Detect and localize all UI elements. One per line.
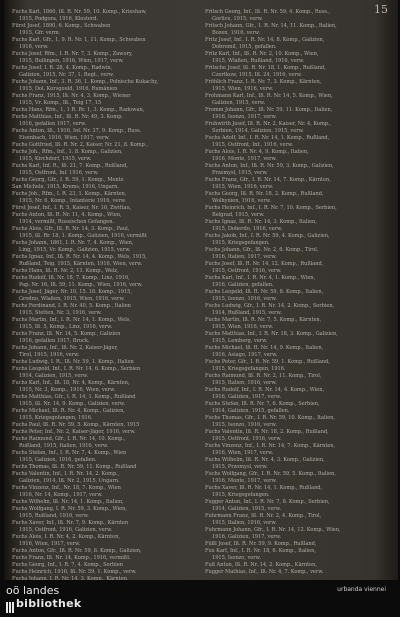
entry-line: Serbien, 1914, Galizien, 1915, verw. xyxy=(212,128,304,134)
entry-line: Fux Karl, Inf., I. R. Nr. 18, 6. Komp., Italien, xyxy=(205,548,316,554)
entry-line: 1916, verw. xyxy=(19,44,49,50)
entry-line: Fuchs Ferdinand, I. R. Nr. 40, 5. Komp., Italien xyxy=(12,303,131,309)
entry-line: Gorlice, 1915, verw. xyxy=(212,16,263,22)
entry-line: Fuchs Martin, Iß. R. Nr. 7, 5. Komp., Kärnten, xyxy=(205,317,322,323)
entry-line: Fuchs Xaver, Iß. R. Nr. 14, 1. Komp., Rußland, xyxy=(205,485,323,491)
entry-line: Galizien, 1914, Iß. Nr. 2, 1915, Ungarn. xyxy=(19,478,120,484)
entry-line: 1915, Kriegsgefangen. xyxy=(212,240,270,246)
entry-line: 1915, Wien, 1916, verw. xyxy=(212,184,274,190)
entry-line: Fuhrmann Johann, Gfr., I. R. Nr. 14, 12. Komp., Wien, xyxy=(205,527,341,533)
entry-line: Eisenbach, 1916, Wien, 1917, verw. xyxy=(19,135,110,141)
entry-line: 1914, Galizien, 1915, verw. xyxy=(19,373,88,379)
entry-line: Fuchs Gottfried, Iß. R. Nr. 2, Kaiser, Nr. 21, 8. Komp., xyxy=(12,142,148,148)
logo-text-bottom: bibliothek xyxy=(16,597,82,610)
entry-line: Füßl Josef, Iß. R. Nr. 59, 9. Komp., Rußland, xyxy=(205,541,317,547)
entry-line: Fuchs Johann, Gfr., Iß. Nr. 2, 6. Komp., Tirol, xyxy=(205,247,319,253)
entry-line: Fuchs Karl, 1860, Iß. R. Nr. 59, 10. Komp., Krieshaw, xyxy=(12,9,147,15)
scanned-page xyxy=(4,0,398,580)
entry-line: Rußland, Teig. 1915, Kärnten, 1916, Wien, verw. xyxy=(19,261,143,267)
entry-line: Fuchs Franz, Gfr., I. R. Nr. 14, 7. Komp., Kärnten, xyxy=(205,177,331,183)
entry-line: Galizien, 1915, Nr. 37, 1. Regt., verw. xyxy=(19,72,114,78)
entry-line: Fuchs Valentin, Inf., I. R. Nr. 14, 2. Komp., xyxy=(12,471,120,477)
entry-line: 1915, Doberdo, 1916, verw. xyxy=(212,226,283,232)
entry-line: Fuchs Peter, Inf., Nr. 2, Kaiser-Jäger, 1916, verw. xyxy=(12,429,136,435)
footer-bar xyxy=(0,580,400,614)
entry-line: 1915, Przemysl, verw. xyxy=(212,464,268,470)
entry-line: 1916, Galizien, 1917, verw. xyxy=(212,534,281,540)
entry-line: 1914, vermißt, Russischen Gefangen. xyxy=(19,219,115,225)
entry-line: 1915, Ostfront, 1916, Galizien, verw. xyxy=(19,527,113,533)
entry-line: Fuchs Franz, Iß. Nr. 14, Komp., 1916, vermißt. xyxy=(12,555,131,561)
entry-line: Frohmann Karl, Inf., Iß. R. Nr. 14, 5. Komp., Wien, xyxy=(205,93,333,99)
entry-line: 1915, Wlaßen, Rußland, 1916, verw. xyxy=(212,58,305,64)
entry-line: Fuchs Leopold, Inf., I. R. Nr. 14, 6. Komp., Serbien xyxy=(12,366,141,372)
entry-line: Tirol, 1915, 1916, verw. xyxy=(19,352,80,358)
entry-line: Fuchs Peter, Gfr., I. R. Nr. 59, 1. Komp., Rußland, xyxy=(205,359,330,365)
entry-line: Fuchs Ludwig, Gfr., I. R. Nr. 14, 2. Komp., Serbien, xyxy=(205,303,335,309)
entry-line: 1915, Bullingen, 1916, Wien, 1917, verw. xyxy=(19,58,124,64)
entry-line: Fuchs Anton, Inf., Iß. R. Nr. 59, 3. Komp., Galizien, xyxy=(205,163,334,169)
entry-line: Rußland, 1915, Italien, 1916, verw. xyxy=(19,443,109,449)
entry-line: San Michele, 1915, Krems, 1916, Ungarn. xyxy=(12,184,119,190)
entry-line: Fuchs Stefan, Iß. R. Nr. 7, 6. Komp., Serbien, xyxy=(205,401,320,407)
entry-line: Fuchs Michael, Iß. R. Nr. 14, 9. Komp., Italien, xyxy=(205,345,324,351)
entry-line: Dobromil, 1915, gefallen. xyxy=(212,44,277,50)
entry-line: 1916, Monte, 1917, verw. xyxy=(212,156,277,162)
entry-line: 1916, Galizien, 1917, verw. xyxy=(212,394,281,400)
entry-line: Fuchs Anton, Iß. R. Nr. 11, 4. Komp., Wien, xyxy=(12,212,122,218)
entry-line: 1916, Asiago, 1917, verw. xyxy=(212,352,278,358)
entry-line: Fuchs Ludwig, I. R., Iß. Nr. 59, 1. Komp., Italien xyxy=(12,359,134,365)
entry-line: Fuchs Wolfgang, I. R. Nr. 59, 3. Komp., Wien, xyxy=(12,506,127,512)
entry-line: Fuchs Thomas, Iß. R. Nr. 59, 11. Komp., Rußland xyxy=(12,464,137,470)
entry-line: 1915, Isonzo, verw. xyxy=(212,555,261,561)
right-text-column xyxy=(205,9,383,576)
entry-line: 1915, Iß. Rr. 18, 1. Komp., Galizien, 1916, vermißt xyxy=(19,233,147,239)
entry-line: Fritz Josef, Inf., I. R. Nr. 14, 8. Komp., Galizien, xyxy=(205,37,325,43)
entry-line: 1915, Ostfront, 1916, verw. xyxy=(212,268,282,274)
entry-line: Fuchs Thomas, Gfr., I. R. Nr. 59, 10. Komp., Italien, xyxy=(205,415,335,421)
entry-line: 1915, Wien, 1916, verw. xyxy=(212,324,274,330)
entry-line: Galizien, 1915, verw. xyxy=(212,100,266,106)
entry-line: 1915, Podgora, 1916, Klosterd. xyxy=(19,16,98,22)
entry-line: Fuchs Adolf, Inf., I. R. Nr. 14, 1. Komp., Rußland, xyxy=(205,135,330,141)
entry-line: 1916, Nr. 14, Komp., 1917, verw. xyxy=(19,492,103,498)
entry-line: 1914, Galizien, 1915, gefallen. xyxy=(212,408,290,414)
entry-line: Fuchs Joh., Rfm., I. R. 23, 1. Komp., Kärnten, xyxy=(12,191,127,197)
logo-text-top: oö landes xyxy=(6,584,60,597)
entry-line: 1915, Lemberg, verw. xyxy=(212,338,268,344)
entry-line: Fugger Mathias, Inf., Iß. Nr. 4, 7. Komp., verw. xyxy=(205,569,324,575)
entry-line: 1915, Stetten, Nr. 3, 1916, verw. xyxy=(19,310,102,316)
entry-line: 1915, Iß. 5, Komp., Linz, 1916, verw. xyxy=(19,324,113,330)
entry-line: 1916, Galizien, gefallen. xyxy=(212,282,274,288)
entry-line: Fuchs Karl, Inf. R., Iß. 21, 7. Komp., Rußland, xyxy=(12,163,128,169)
entry-line: Fuchs Michael, Iß. R. Nr. 4, Komp., Galizien, xyxy=(12,408,125,414)
entry-line: Fuchs Anton, Iß., 1916, Inf. Nr. 37, 9. Komp., Russ. xyxy=(12,128,142,134)
entry-line: 1915, Ostfront, 1916, verw. xyxy=(212,436,282,442)
entry-line: 1915, Kirchdorf, 1915, verw. xyxy=(19,156,92,162)
entry-line: Czortkow, 1915, Iß. 24, 1916, verw. xyxy=(212,72,303,78)
entry-line: Fuchs Hans, Iß. R. Nr. 2, 11. Komp., Welz, xyxy=(12,268,119,274)
entry-line: 1915, Isonzo, 1916, verw. xyxy=(212,296,277,302)
entry-line: 1915, Kriegsgefangen, 1916. xyxy=(212,366,286,372)
entry-line: 1915, Ostfront, Inf. 1916, verw. xyxy=(19,170,99,176)
entry-line: Fuchs Johann, I. R. Nr. 14, 3. Komp., Kärnten, xyxy=(12,576,129,580)
entry-line: 1915, Italien, 1916, verw. xyxy=(212,520,277,526)
entry-line: Fuchs Rudolf, Inf., I. R. Nr. 14, 4. Komp., Wien, xyxy=(205,387,325,393)
entry-line: Fuchs Stefan, Inf., I. R. Nr. 7, 4. Komp., Wien xyxy=(12,450,127,456)
entry-line: Fuchs Josef, Rfm., I. R. Nr. 7, 3. Komp., Zawory, xyxy=(12,51,133,57)
entry-line: Fuchs Johann, 1861, I. R. Nr. 7, 4. Komp., Wien, xyxy=(12,240,134,246)
entry-line: Fuchs Georg, Iß. R. Nr. 18, 2. Komp., Rußland, xyxy=(205,191,324,197)
entry-line: Przemysl, 1915, verw. xyxy=(212,170,268,176)
entry-line: Fuchs Raimund, Iß. R. Nr. 2, 11. Komp., Tirol, xyxy=(205,373,322,379)
entry-line: 1915, Iß. Nr. 14, 9. Komp., Galizien, verw. xyxy=(19,401,126,407)
entry-line: Fuchs Karl, Gfr., 1, 9. R. Nr. 1, 11. Komp., Schwaben xyxy=(12,37,146,43)
entry-line: 1915, Galizien, 1916, gefallen. xyxy=(19,457,97,463)
entry-line: Fuchs Wilhelm, Iß. R. Nr. 4, 3. Komp., Galizien, xyxy=(205,457,325,463)
entry-line: Fruhwirth Josef, Iß. R. Nr. 2, Kaiser, Nr. 4, Komp., xyxy=(205,121,332,127)
entry-line: Fuchs Rudolf, Iß. Nr. 18, 7. Komp., Linz, 1916, xyxy=(12,275,130,281)
entry-line: Fuchs Hans, Rfm., 1, 1 R. Rr. 1, 3. Komp., Radowan, xyxy=(12,107,145,113)
entry-line: Fritsche Josef, Iß. R. Nr. 18, 1. Komp., Rußland, xyxy=(205,65,326,71)
entry-line: Fuchs Alois, I. R. Nr. 4, 2. Komp., Kärnten, xyxy=(12,534,120,540)
entry-line: Wolhynien, 1916, verw. xyxy=(212,198,271,204)
entry-line: Ling, 1915, Vr. Komp., Galizien, 1915, verw. xyxy=(19,247,131,253)
left-text-column xyxy=(12,9,190,580)
entry-line: 1915, Ostfront, Inf., 1916, verw. xyxy=(212,142,294,148)
logo-bars-icon xyxy=(6,598,15,617)
entry-line: Pap. Nr. 16, Iß. 59, 11. Komp., Wien, 1916, verw. xyxy=(19,282,143,288)
entry-line: Fuchs Matthias, Inf., Iß. R. Nr. 49, 3. Komp. xyxy=(12,114,123,120)
entry-line: Fuchs Georg, Gfr., I. R. 59, 1. Komp., Monte xyxy=(12,177,124,183)
entry-line: 1916, gefallen 1917, Bruck. xyxy=(19,338,90,344)
entry-line: Fuß Anton, Iß. R. Nr. 14, 2. Komp., Kärnten, xyxy=(205,562,317,568)
entry-line: Fuchs Karl, Inf., I. R. Nr. 4, 1. Komp., Wien, xyxy=(205,275,316,281)
entry-line: 1915, Nr. 6, Komp., Infanterie 1916, verw. xyxy=(19,198,126,204)
entry-line: 1915, Wien, 1916, verw. xyxy=(212,86,274,92)
entry-line: Fuchs Ignaz, Iß. R. Nr. 14, 3. Komp., Italien, xyxy=(205,219,317,225)
entry-line: Fuchs Johann, Inf., Iß. Nr. 2, Kaiser-Jäger, xyxy=(12,345,118,351)
entry-line: Fuchs Joh., Rfm., Inf., 1. 8. Komp., Galizien, xyxy=(12,149,123,155)
entry-line: Fritsch Johann, Gfr., 1. R. Nr. 14, 11. Komp., Italien, xyxy=(205,23,337,29)
entry-line: 1915, Vr. Komp., Iß., Teig 17, 15 xyxy=(19,100,102,106)
entry-line: 1915, Dol. Korsgould, 1916, Rumänien xyxy=(19,86,118,92)
entry-line: 1915, Kriegsgefangen, 1916. xyxy=(19,415,93,421)
entry-line: Fuchs Alois, Gfr., Iß. R. Nr. 14, 3. Komp., Paul, xyxy=(12,226,130,232)
entry-line: 1915, Italien, 1916, verw. xyxy=(212,380,277,386)
entry-line: 1914, Rußland, 1915, verw. xyxy=(212,310,282,316)
entry-line: Fuchs Georg, Inf., I. R. 7, 4. Komp., Serbien xyxy=(12,562,123,568)
entry-line: Fuchs Heinrich, Inf., I. R. Nr. 7, 10. Komp., Serbien, xyxy=(205,205,337,211)
entry-line: 1916, Wien, 1917, verw. xyxy=(19,541,81,547)
entry-line: Fuchs Josef, I. R. 28, 4. Komp., Radwin, xyxy=(12,65,113,71)
entry-line: Fuchs Josef, Jäger, Nr. 10, 15. 18. Komp., 1915, xyxy=(12,289,132,295)
entry-line: Fuchs Wolfgang, Gfr., I. R. Nr. 59, 5. Komp., Italien, xyxy=(205,471,336,477)
entry-line: Fuhrmann Franz, Iß. R. Nr. 2, 4. Komp., Tirol, xyxy=(205,513,322,519)
entry-line: Fuchs Matthias, Inf., I. R. Nr. 18, 3. Komp., Galizien, xyxy=(205,331,338,337)
entry-line: Fuchs Josef, Iß. R. Nr. 14, 12. Komp., Rußland, xyxy=(205,261,324,267)
entry-line: 1916, gefallen 1917, verw. xyxy=(19,121,87,127)
entry-line: Fromm Johann, Gfr., Iß. Nr. 59, 11. Komp., Italien, xyxy=(205,107,333,113)
entry-line: 1915, Rußland, 1916, verw. xyxy=(19,513,89,519)
entry-line: Fuchs Ignaz, Inf., Iß. R. Nr. 14, 4. Komp., Wels, 1915, xyxy=(12,254,147,260)
entry-line: Fuchs Xaver, Inf., Iß. Nr. 7, 9. Komp., Kärnten xyxy=(12,520,129,526)
entry-line: 1915, Isonzo, 1916, verw. xyxy=(212,422,277,428)
entry-line: Fuchs Matthias, Gfr., I. R. 14, 1. Komp., Rußland xyxy=(12,394,136,400)
entry-line: 1916, Monte, 1917, verw. xyxy=(212,478,277,484)
entry-line: Fritsch Georg, Inf., Iß. R. Nr. 59, 4. Komp., Russ., xyxy=(205,9,331,15)
entry-line: Fuchs Karl, Inf., Iß. 18, Nr. 4, Komp., Kärnten, xyxy=(12,380,130,386)
entry-line: Fürst Josef, Inf., I. R. 5, Kaiser, Nr. 10, Zwittau, xyxy=(12,205,132,211)
entry-line: Fuchs Franz, 1915, Iß. Nr. 4, 3. Komp., Wiener xyxy=(12,93,131,99)
credit-label: urbanda viennei xyxy=(337,586,386,593)
entry-line: Fuchs Wilhelm, Iß. Nr. 14, 1. Komp., Italien, xyxy=(12,499,124,505)
entry-line: 1916, Wien, 1917, verw. xyxy=(212,450,274,456)
entry-line: Fröhlich Franz, I. R. Nr. 7, 3. Komp., Kärnten, xyxy=(205,79,322,85)
entry-line: Fuchs Alois, I. R. Nr. 4, 9. Komp., Italien, xyxy=(205,149,309,155)
page-number: 15 xyxy=(374,3,388,16)
entry-line: 1915, Nr. 3, Komp., 1916, Wien, verw. xyxy=(19,387,116,393)
entry-line: Fuchs Jakob, Inf., I. R. Nr. 59, 4. Komp., Galizien, xyxy=(205,233,330,239)
entry-line: Fuchs Franz, Iß. Nr. 14, 5. Komp., Galizien xyxy=(12,331,121,337)
entry-line: Fugger Anton, Inf., I. R. Nr. 7, 8. Komp., Serbien, xyxy=(205,499,330,505)
entry-line: Fuchs Vinzenz, Inf., I. R. Nr. 14, 7. Komp., Kärnten, xyxy=(205,443,336,449)
entry-line: 1915, Kriegsgefangen. xyxy=(212,492,270,498)
entry-line: Fritz Karl, Inf., Iß. R. Nr. 2, 10. Komp., Wien, xyxy=(205,51,319,57)
entry-line: Fuchs Vinzenz, Inf., Nr. 18, 7. Komp., Wien xyxy=(12,485,121,491)
entry-line: Fürst Josef, 1890, 6. Komp., Schwaben xyxy=(12,23,111,29)
entry-line: Fuchs Martin, Inf., I. R. Nr. 14, 1. Komp., Wels, xyxy=(12,317,131,323)
library-logo[interactable] xyxy=(6,585,116,613)
entry-line: Belgrad, 1915, verw. xyxy=(212,212,265,218)
entry-line: 1915, Gfr. verm. xyxy=(19,30,61,36)
entry-line: Fuchs Johann, Inf., 3. R. 36, 1. Komp., Polnische Kukachy, xyxy=(12,79,159,85)
entry-line: 1916, Isonzo, 1917, verw. xyxy=(212,114,277,120)
entry-line: 1916, Italien, 1917, verw. xyxy=(212,254,277,260)
entry-line: Fuchs Leopold, Iß. R. Nr. 59, 8. Komp., Italien, xyxy=(205,289,324,295)
entry-line: Bozen, 1916, verw. xyxy=(212,30,261,36)
entry-line: Grodno, Wlaßen, 1915, Wien, 1916, verw. xyxy=(19,296,125,302)
entry-line: 1914, Galizien, 1915, verw. xyxy=(212,506,281,512)
entry-line: Fuchs Valentin, Iß. R. Nr. 18, 2. Komp., Rußland, xyxy=(205,429,329,435)
entry-line: Fuchs Heinrich, 1916, Iß. Nr. 59, 1. Komp., verw. xyxy=(12,569,137,575)
entry-line: Fuchs Anton, Gfr., Iß. R. Nr. 59, 8. Komp., Galizien, xyxy=(12,548,142,554)
entry-line: Fuchs Raimund, Gfr., I. R. Nr. 14, 10. Komp., xyxy=(12,436,126,442)
entry-line: Fuchs Paul, Iß. R. Nr. 59, 5. Komp., Kärnten, 1915 xyxy=(12,422,140,428)
